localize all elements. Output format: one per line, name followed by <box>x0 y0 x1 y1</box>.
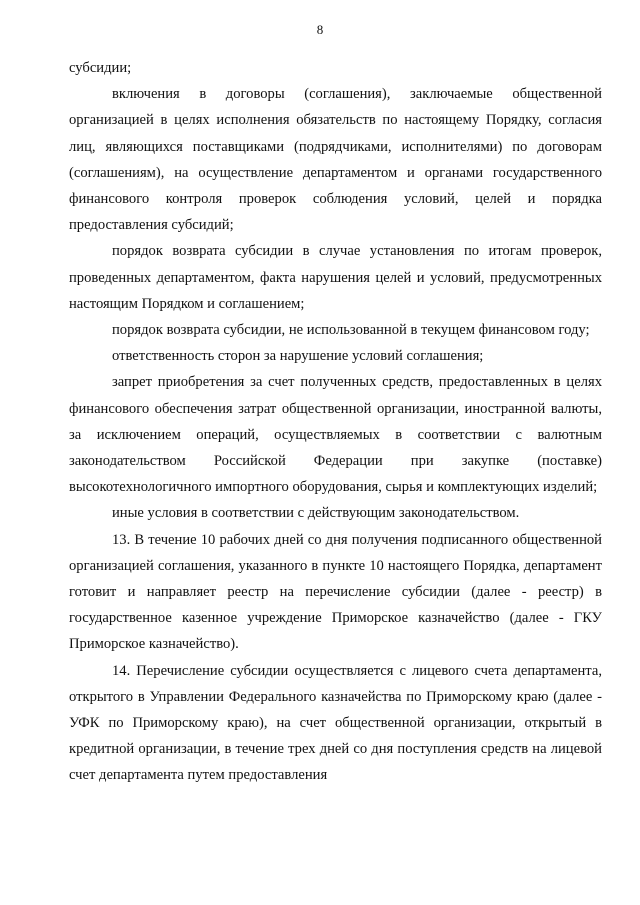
paragraph-currency-ban: запрет приобретения за счет полученных средств, предоставленных в целях финансового обеспечения затрат общественной организации, иностранной валюты, за исключением операций, осуществляемых в соответствии с валютным законодательством Российской Федерации при закупке (поставке) высокотехнологичного импортного оборудования, сырья и комплектующих изделий; <box>69 374 602 496</box>
paragraph-responsibility: ответственность сторон за нарушение условий соглашения; <box>112 348 484 365</box>
page-number: 8 <box>316 22 324 37</box>
document-body <box>69 55 602 789</box>
paragraph-inclusion-in-contracts: включения в договоры (соглашения), заключаемые общественной организацией в целях исполнения обязательств по настоящему Порядку, согласия лиц, являющихся поставщиками (подрядчиками, исполнителями) по договорам (соглашениям), на осуществление департаментом и органами государственного финансового контроля проверок соблюдения условий, целей и порядка предоставления субсидий; <box>69 86 602 234</box>
paragraph-clause-13: 13. В течение 10 рабочих дней со дня получения подписанного общественной организацией соглашения, указанного в пункте 10 настоящего Порядка, департамент готовит и направляет реестр на перечисление субсидии (далее - реестр) в государственное казенное учреждение Приморское казначейство (далее - ГКУ Приморское казначейство). <box>69 531 602 653</box>
paragraph-refund-order-violation: порядок возврата субсидии в случае установления по итогам проверок, проведенных департаментом, факта нарушения целей и условий, предусмотренных настоящим Порядком и соглашением; <box>69 243 602 312</box>
paragraph-other-conditions: иные условия в соответствии с действующим законодательством. <box>112 505 520 522</box>
paragraph-subsidy-tail: субсидии; <box>69 60 132 76</box>
paragraph-clause-14: 14. Перечисление субсидии осуществляется с лицевого счета департамента, открытого в Управлении Федерального казначейства по Приморскому краю (далее - УФК по Приморскому краю), на счет общественной организации, открытый в кредитной организации, в течение трех дней со дня поступления средств на лицевой счет департамента путем предоставления <box>69 662 602 784</box>
paragraph-refund-order-unused: порядок возврата субсидии, не использованной в текущем финансовом году; <box>112 322 590 339</box>
